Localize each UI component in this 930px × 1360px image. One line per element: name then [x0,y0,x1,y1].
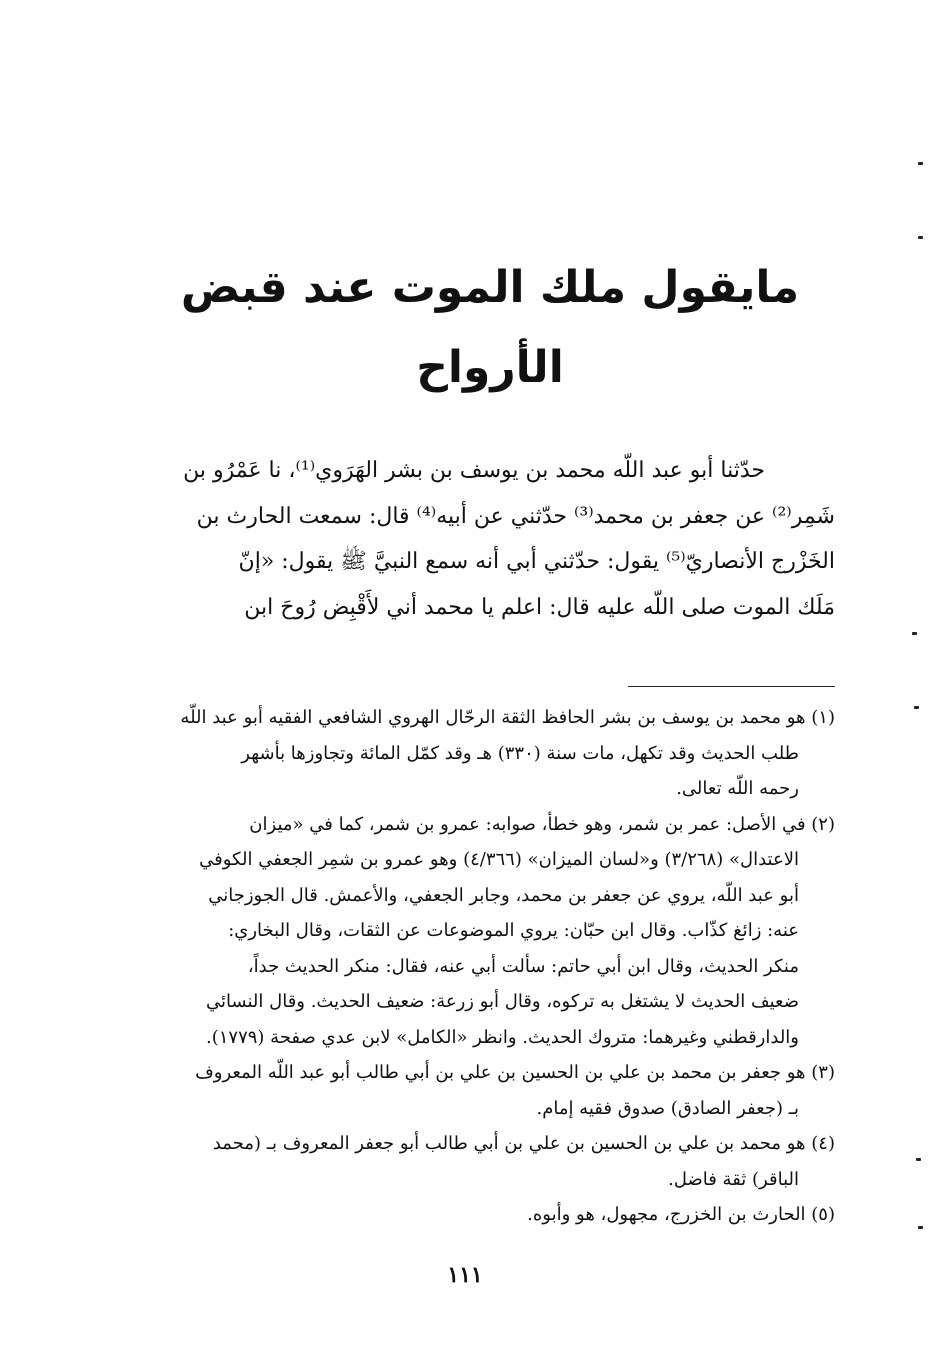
footnote-line: (٥) الحارث بن الخزرج، مجهول، هو وأبوه. [527,1204,835,1225]
footnote-1 [138,700,835,807]
footnote-line: منكر الحديث، وقال ابن أبي حاتم: سألت أبي عنه، فقال: منكر الحديث جداً، [247,955,799,977]
footnote-4 [138,1126,835,1197]
footnote-separator [628,686,835,687]
footnote-line: ضعيف الحديث لا يشتغل به تركوه، وقال أبو زرعة: ضعيف الحديث. وقال النسائي [205,991,799,1012]
footnotes [138,700,835,1233]
footnote-line: (٣) هو جعفر بن محمد بن علي بن الحسين بن علي بن أبي طالب أبو عبد اللّه المعروف [195,1062,835,1083]
scan-speck [916,1158,921,1161]
footnote-line: رحمه اللّه تعالى. [676,778,799,799]
footnote-line: بـ (جعفر الصادق) صدوق فقيه إمام. [536,1097,799,1119]
footnote-line: (٤) هو محمد بن علي بن الحسين بن علي بن أبي طالب أبو جعفر المعروف بـ (محمد [212,1133,835,1154]
footnote-line: (١) هو محمد بن يوسف بن بشر الحافظ الثقة الرحّال الهروي الشافعي الفقيه أبو عبد اللّه [180,707,835,728]
scan-speck [918,236,923,239]
footnote-line: أبو عبد اللّه، يروي عن جعفر بن محمد، وجابر الجعفي، والأعمش. قال الجوزجاني [208,884,799,906]
main-text-line: مَلَك الموت صلى اللّه عليه قال: اعلم يا محمد أني لأَقْبِض رُوحَ ابن [244,594,835,620]
footnote-line: والدارقطني وغيرهما: متروك الحديث. وانظر «الكامل» لابن عدي صفحة (١٧٧٩). [206,1026,799,1048]
footnote-line: عنه: زائغ كذّاب. وقال ابن حبّان: يروي الموضوعات عن الثقات، وقال البخاري: [228,920,799,941]
main-text [138,448,835,630]
scan-speck [912,632,917,635]
main-text-line: شَمِر⁽²⁾ عن جعفر بن محمد⁽³⁾ حدّثني عن أبيه⁽⁴⁾ قال: سمعت الحارث بن [196,503,835,529]
footnote-line: طلب الحديث وقد تكهل، مات سنة (٣٣٠) هـ وقد كمّل المائة وتجاوزها بأشهر [241,742,799,764]
footnote-line: الباقر) ثقة فاضل. [668,1168,799,1190]
scan-speck [914,706,919,709]
footnote-5 [138,1197,835,1233]
footnote-3 [138,1055,835,1126]
footnote-line: الاعتدال» (٣/٢٦٨) و«لسان الميزان» (٤/٣٦٦) وهو عمرو بن شمِر الجعفي الكوفي [199,849,799,870]
footnote-2 [138,807,835,1056]
main-text-line: الخَزْرج الأنصاريّ⁽⁵⁾ يقول: حدّثني أبي أنه سمع النبيَّ ﷺ يقول: «إنّ [238,549,835,574]
footnote-line: (٢) في الأصل: عمر بن شمر، وهو خطأ، صوابه: عمرو بن شمر، كما في «ميزان [249,813,835,835]
main-text-line: حدّثنا أبو عبد اللّه محمد بن يوسف بن بشر الهَرَوي⁽¹⁾، نا عَمْرُو بن [183,458,765,483]
chapter-title: مايقول ملك الموت عند قبض الأرواح [180,262,800,393]
page-number: ١١١ [447,1262,483,1288]
scan-speck [918,1226,923,1229]
scan-speck [918,162,923,165]
